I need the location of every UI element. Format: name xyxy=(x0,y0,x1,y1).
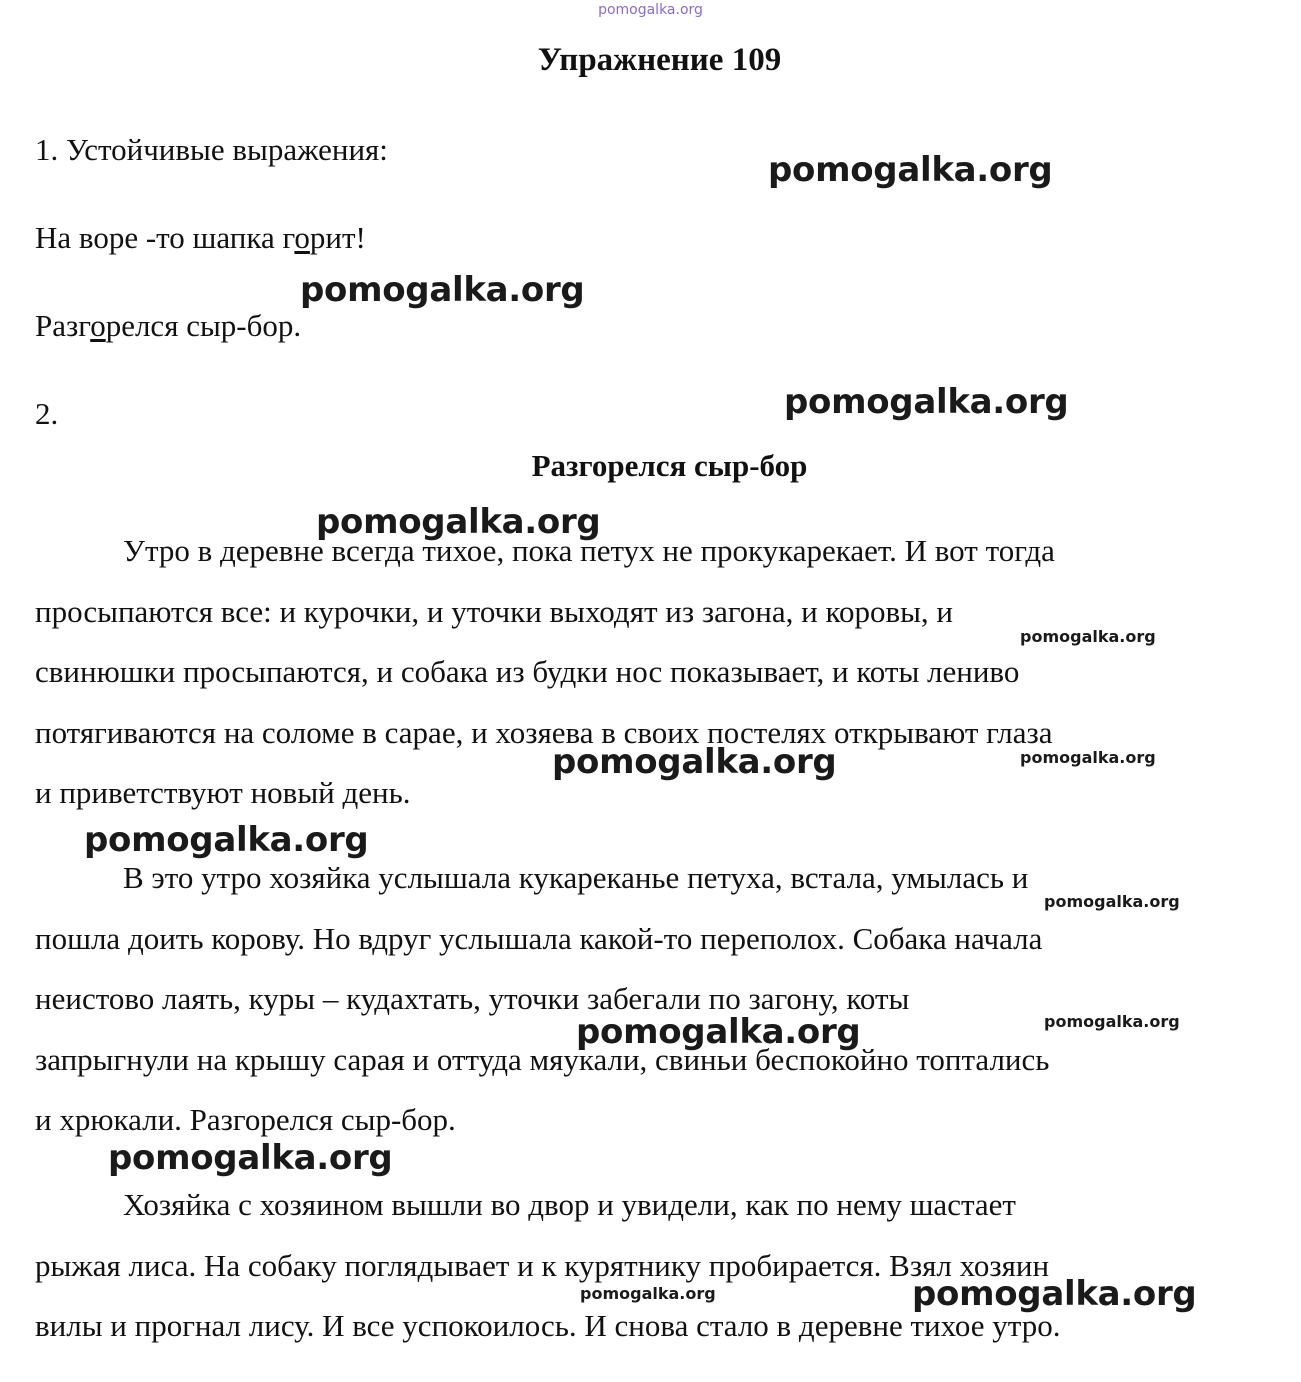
story-title: Разгорелся сыр-бор xyxy=(531,448,808,483)
section2-number: 2. xyxy=(35,396,59,431)
story-line: Утро в деревне всегда тихое, пока петух не прокукарекает. И вот тогда xyxy=(123,533,1055,568)
watermark-small: pomogalka.org xyxy=(1020,627,1156,646)
watermark: pomogalka.org xyxy=(784,382,1069,422)
watermark-small: pomogalka.org xyxy=(1044,1012,1180,1031)
watermark: pomogalka.org xyxy=(552,742,837,782)
section1-heading: 1. Устойчивые выражения: xyxy=(35,132,388,167)
watermark-small: pomogalka.org xyxy=(1020,748,1156,767)
watermark: pomogalka.org xyxy=(768,150,1053,190)
story-line: потягиваются на соломе в сарае, и хозяева в своих постелях открывают глаза xyxy=(35,715,1053,750)
expression-2 xyxy=(35,308,301,344)
expression-1-before: На воре -то шапка г xyxy=(35,220,295,255)
watermark: pomogalka.org xyxy=(108,1138,393,1178)
story-line: неистово лаять, куры – кудахтать, уточки забегали по загону, коты xyxy=(35,981,910,1016)
expression-1-stress: о xyxy=(294,220,310,255)
story-line: пошла доить корову. Но вдруг услышала какой-то переполох. Собака начала xyxy=(35,921,1043,956)
header-watermark: pomogalka.org xyxy=(598,2,703,18)
watermark: pomogalka.org xyxy=(912,1274,1197,1314)
page-title: Упражнение 109 xyxy=(537,42,782,78)
expression-1-after: рит! xyxy=(309,220,366,255)
expression-2-after: релся сыр-бор. xyxy=(105,308,302,343)
expression-2-before: Разг xyxy=(35,308,91,343)
story-line: Хозяйка с хозяином вышли во двор и увидели, как по нему шастает xyxy=(123,1187,1016,1222)
expression-2-stress: о xyxy=(90,308,106,343)
story-line: В это утро хозяйка услышала кукареканье петуха, встала, умылась и xyxy=(123,860,1029,895)
watermark: pomogalka.org xyxy=(316,502,601,542)
story-line: вилы и прогнал лису. И все успокоилось. И снова стало в деревне тихое утро. xyxy=(35,1308,1061,1343)
watermark: pomogalka.org xyxy=(300,270,585,310)
story-line: и хрюкали. Разгорелся сыр-бор. xyxy=(35,1102,456,1137)
watermark: pomogalka.org xyxy=(84,820,369,860)
expression-1 xyxy=(35,220,366,256)
story-line: запрыгнули на крышу сарая и оттуда мяукали, свиньи беспокойно топтались xyxy=(35,1042,1050,1077)
story-line: свинюшки просыпаются, и собака из будки нос показывает, и коты лениво xyxy=(35,654,1020,689)
watermark-small: pomogalka.org xyxy=(1044,892,1180,911)
story-line: просыпаются все: и курочки, и уточки выходят из загона, и коровы, и xyxy=(35,594,954,629)
story-line: и приветствуют новый день. xyxy=(35,775,411,810)
watermark: pomogalka.org xyxy=(576,1012,861,1052)
story-line: рыжая лиса. На собаку поглядывает и к курятнику пробирается. Взял хозяин xyxy=(35,1248,1050,1283)
watermark-small: pomogalka.org xyxy=(580,1284,716,1303)
